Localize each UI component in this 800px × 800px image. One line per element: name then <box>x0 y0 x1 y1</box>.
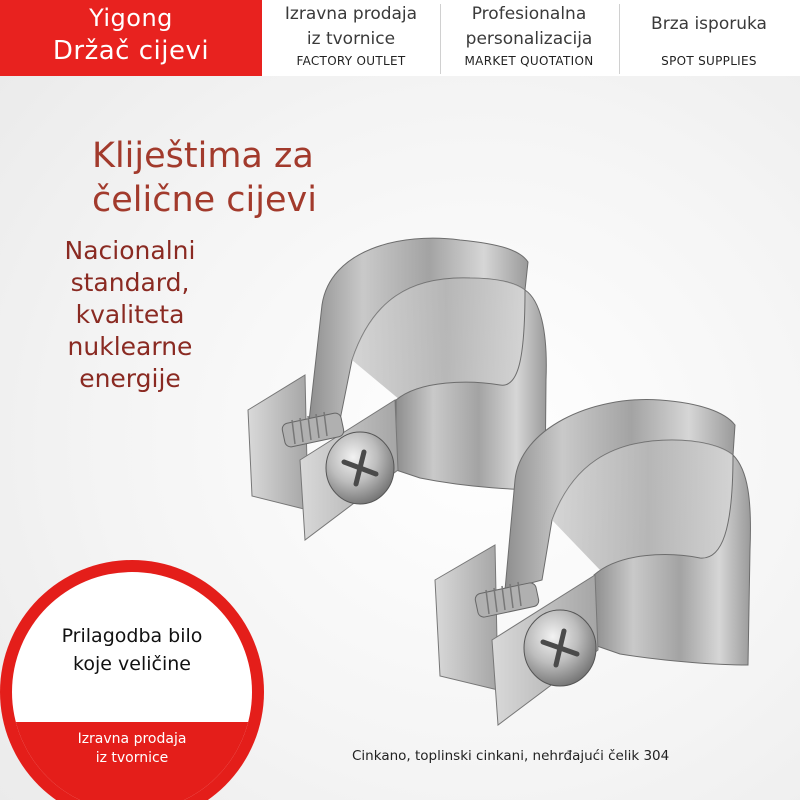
badge-line: koje veličine <box>73 653 191 675</box>
pipe-clamp <box>248 238 546 540</box>
quality-line: standard, <box>70 268 190 297</box>
badge-footer-line: Izravna prodaja <box>77 731 187 747</box>
badge-text <box>24 622 240 678</box>
quality-line: kvaliteta <box>75 300 185 329</box>
material-caption: Cinkano, toplinski cinkani, nehrđajući čelik 304 <box>352 748 670 764</box>
feature-title-line1: Izravna prodaja <box>284 4 418 24</box>
quality-line: energije <box>79 364 181 393</box>
headline <box>92 134 392 222</box>
feature-title-line2: iz tvornice <box>306 29 396 49</box>
feature-subtitle: FACTORY OUTLET <box>296 54 406 68</box>
feature-subtitle: MARKET QUOTATION <box>464 54 594 68</box>
badge-footer-line: iz tvornice <box>95 750 169 766</box>
badge-footer-text <box>12 730 252 768</box>
feature-title-line1: Brza isporuka <box>651 14 767 34</box>
product-category: Držač cijevi <box>52 36 210 66</box>
feature-title-line2: personalizacija <box>465 29 593 49</box>
quality-line: Nacionalni <box>64 236 196 265</box>
quality-statement <box>30 235 230 395</box>
feature-subtitle: SPOT SUPPLIES <box>661 54 757 68</box>
quality-line: nuklearne <box>67 332 193 361</box>
brand-name: Yigong <box>89 4 173 32</box>
badge-line: Prilagodba bilo <box>61 625 203 647</box>
feature-title-line1: Profesionalna <box>471 4 587 24</box>
headline-line2: čelične cijevi <box>92 180 317 220</box>
headline-line1: Kliještima za <box>92 136 314 176</box>
